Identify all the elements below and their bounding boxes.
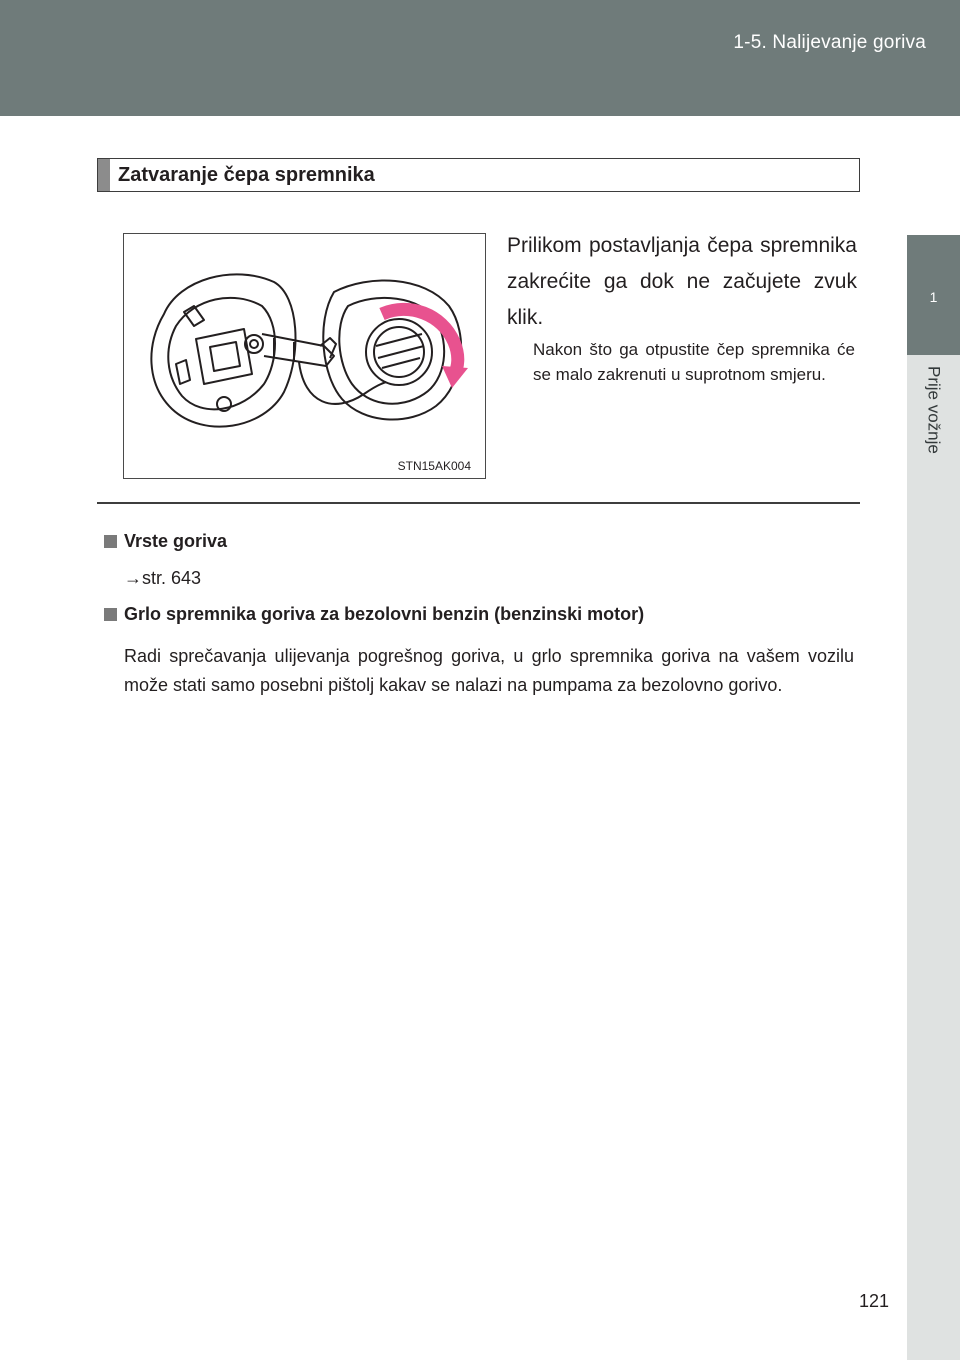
figure-code: STN15AK004 bbox=[397, 459, 471, 473]
chapter-tab bbox=[907, 235, 960, 355]
page-number: 121 bbox=[858, 1291, 889, 1311]
section-divider bbox=[97, 502, 860, 504]
section-header bbox=[97, 158, 860, 192]
running-header: 1-5. Nalijevanje goriva bbox=[733, 32, 926, 53]
chapter-number: 1 bbox=[929, 289, 938, 305]
topic-title: Grlo spremnika goriva za bezolovni benzin (benzinski motor) bbox=[124, 604, 645, 624]
chapter-strip bbox=[907, 355, 960, 1360]
topic-paragraph: Radi sprečavanja ulijevanja pogrešnog goriva, u grlo spremnika goriva na vašem vozilu može stati samo posebni pištolj kakav se nalazi na pumpama za bezolovno gorivo. bbox=[124, 646, 854, 695]
header-band bbox=[0, 0, 960, 116]
topic-heading bbox=[104, 531, 227, 552]
topic-title: Vrste goriva bbox=[124, 531, 228, 551]
bullet-square-icon bbox=[104, 608, 117, 621]
fuel-cap-illustration-icon bbox=[124, 234, 484, 477]
topic-heading bbox=[104, 604, 644, 625]
bullet-square-icon bbox=[104, 535, 117, 548]
section-title: Zatvaranje čepa spremnika bbox=[118, 163, 375, 186]
section-header-bar bbox=[98, 159, 110, 191]
chapter-label: Prije vožnje bbox=[924, 366, 944, 454]
instruction-text: Prilikom postavljanja čepa spremnika zakrećite ga dok ne začujete zvuk klik. bbox=[507, 234, 857, 329]
fuel-cap-figure bbox=[123, 233, 486, 479]
page-reference: →str. 643 bbox=[124, 568, 202, 588]
note-text: Nakon što ga otpustite čep spremnika će se malo zakrenuti u suprotnom smjeru. bbox=[533, 340, 855, 384]
